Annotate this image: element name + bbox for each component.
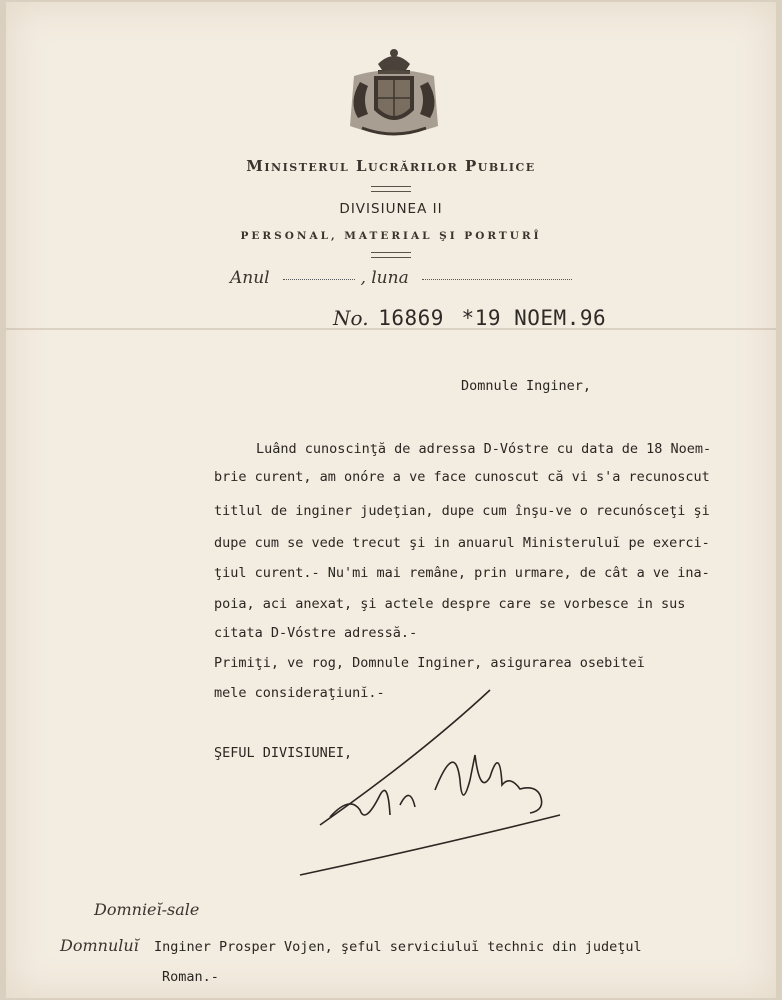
date-stamp: *19 NOEM.96: [461, 306, 607, 330]
number-label: No.: [333, 306, 369, 330]
body-line: mele consideraţiunĭ.-: [214, 685, 385, 701]
division-name: DIVISIUNEA II: [339, 201, 443, 217]
body-line: Luând cunoscinţă de adressa D-Vóstre cu data de 18 Noem-: [256, 441, 712, 457]
month-label: , luna: [360, 268, 409, 288]
signature-title: ŞEFUL DIVISIUNEI,: [214, 745, 353, 761]
body-line: Primiţi, ve rog, Domnule Inginer, asigurarea osebiteĭ: [214, 655, 645, 671]
ministry-name: Ministerul Lucrărilor Publice: [246, 157, 536, 175]
month-blank: [422, 278, 572, 280]
coat-of-arms-icon: [340, 44, 448, 148]
address-label-1: Domnieĭ-sale: [94, 900, 200, 919]
handwritten-signature: [270, 685, 580, 885]
registration-number-row: [333, 306, 606, 330]
body-line: poia, aci anexat, şi actele despre care se vorbesce in sus: [214, 596, 686, 612]
body-line: citata D-Vóstre adressă.-: [214, 625, 418, 641]
year-month-row: [230, 268, 572, 288]
ornament-divider: [371, 186, 411, 192]
address-line-1: Inginer Prosper Vojen, şeful serviciuluĭ technic din judeţul: [154, 939, 642, 955]
address-label-2: Domnuluĭ: [60, 936, 139, 955]
ornament-divider-2: [371, 252, 411, 258]
body-line: dupe cum se vede trecut şi in anuarul Ministeruluĭ pe exerci-: [214, 535, 710, 551]
body-line: brie curent, am onóre a ve face cunoscut că vi s'a recunoscut: [214, 469, 710, 485]
year-blank: [283, 278, 355, 280]
body-line: ţiul curent.- Nu'mi mai remâne, prin urmare, de cât a ve ina-: [214, 565, 710, 581]
year-label: Anul: [230, 268, 270, 288]
body-line: titlul de inginer judeţian, dupe cum înşu-ve o recunósceţi şi: [214, 503, 710, 519]
department-name: PERSONAL, MATERIAL ŞI PORTURÎ: [240, 230, 542, 242]
salutation: Domnule Inginer,: [461, 378, 592, 394]
address-line-2: Roman.-: [162, 969, 219, 985]
registration-number: 16869: [378, 306, 444, 330]
